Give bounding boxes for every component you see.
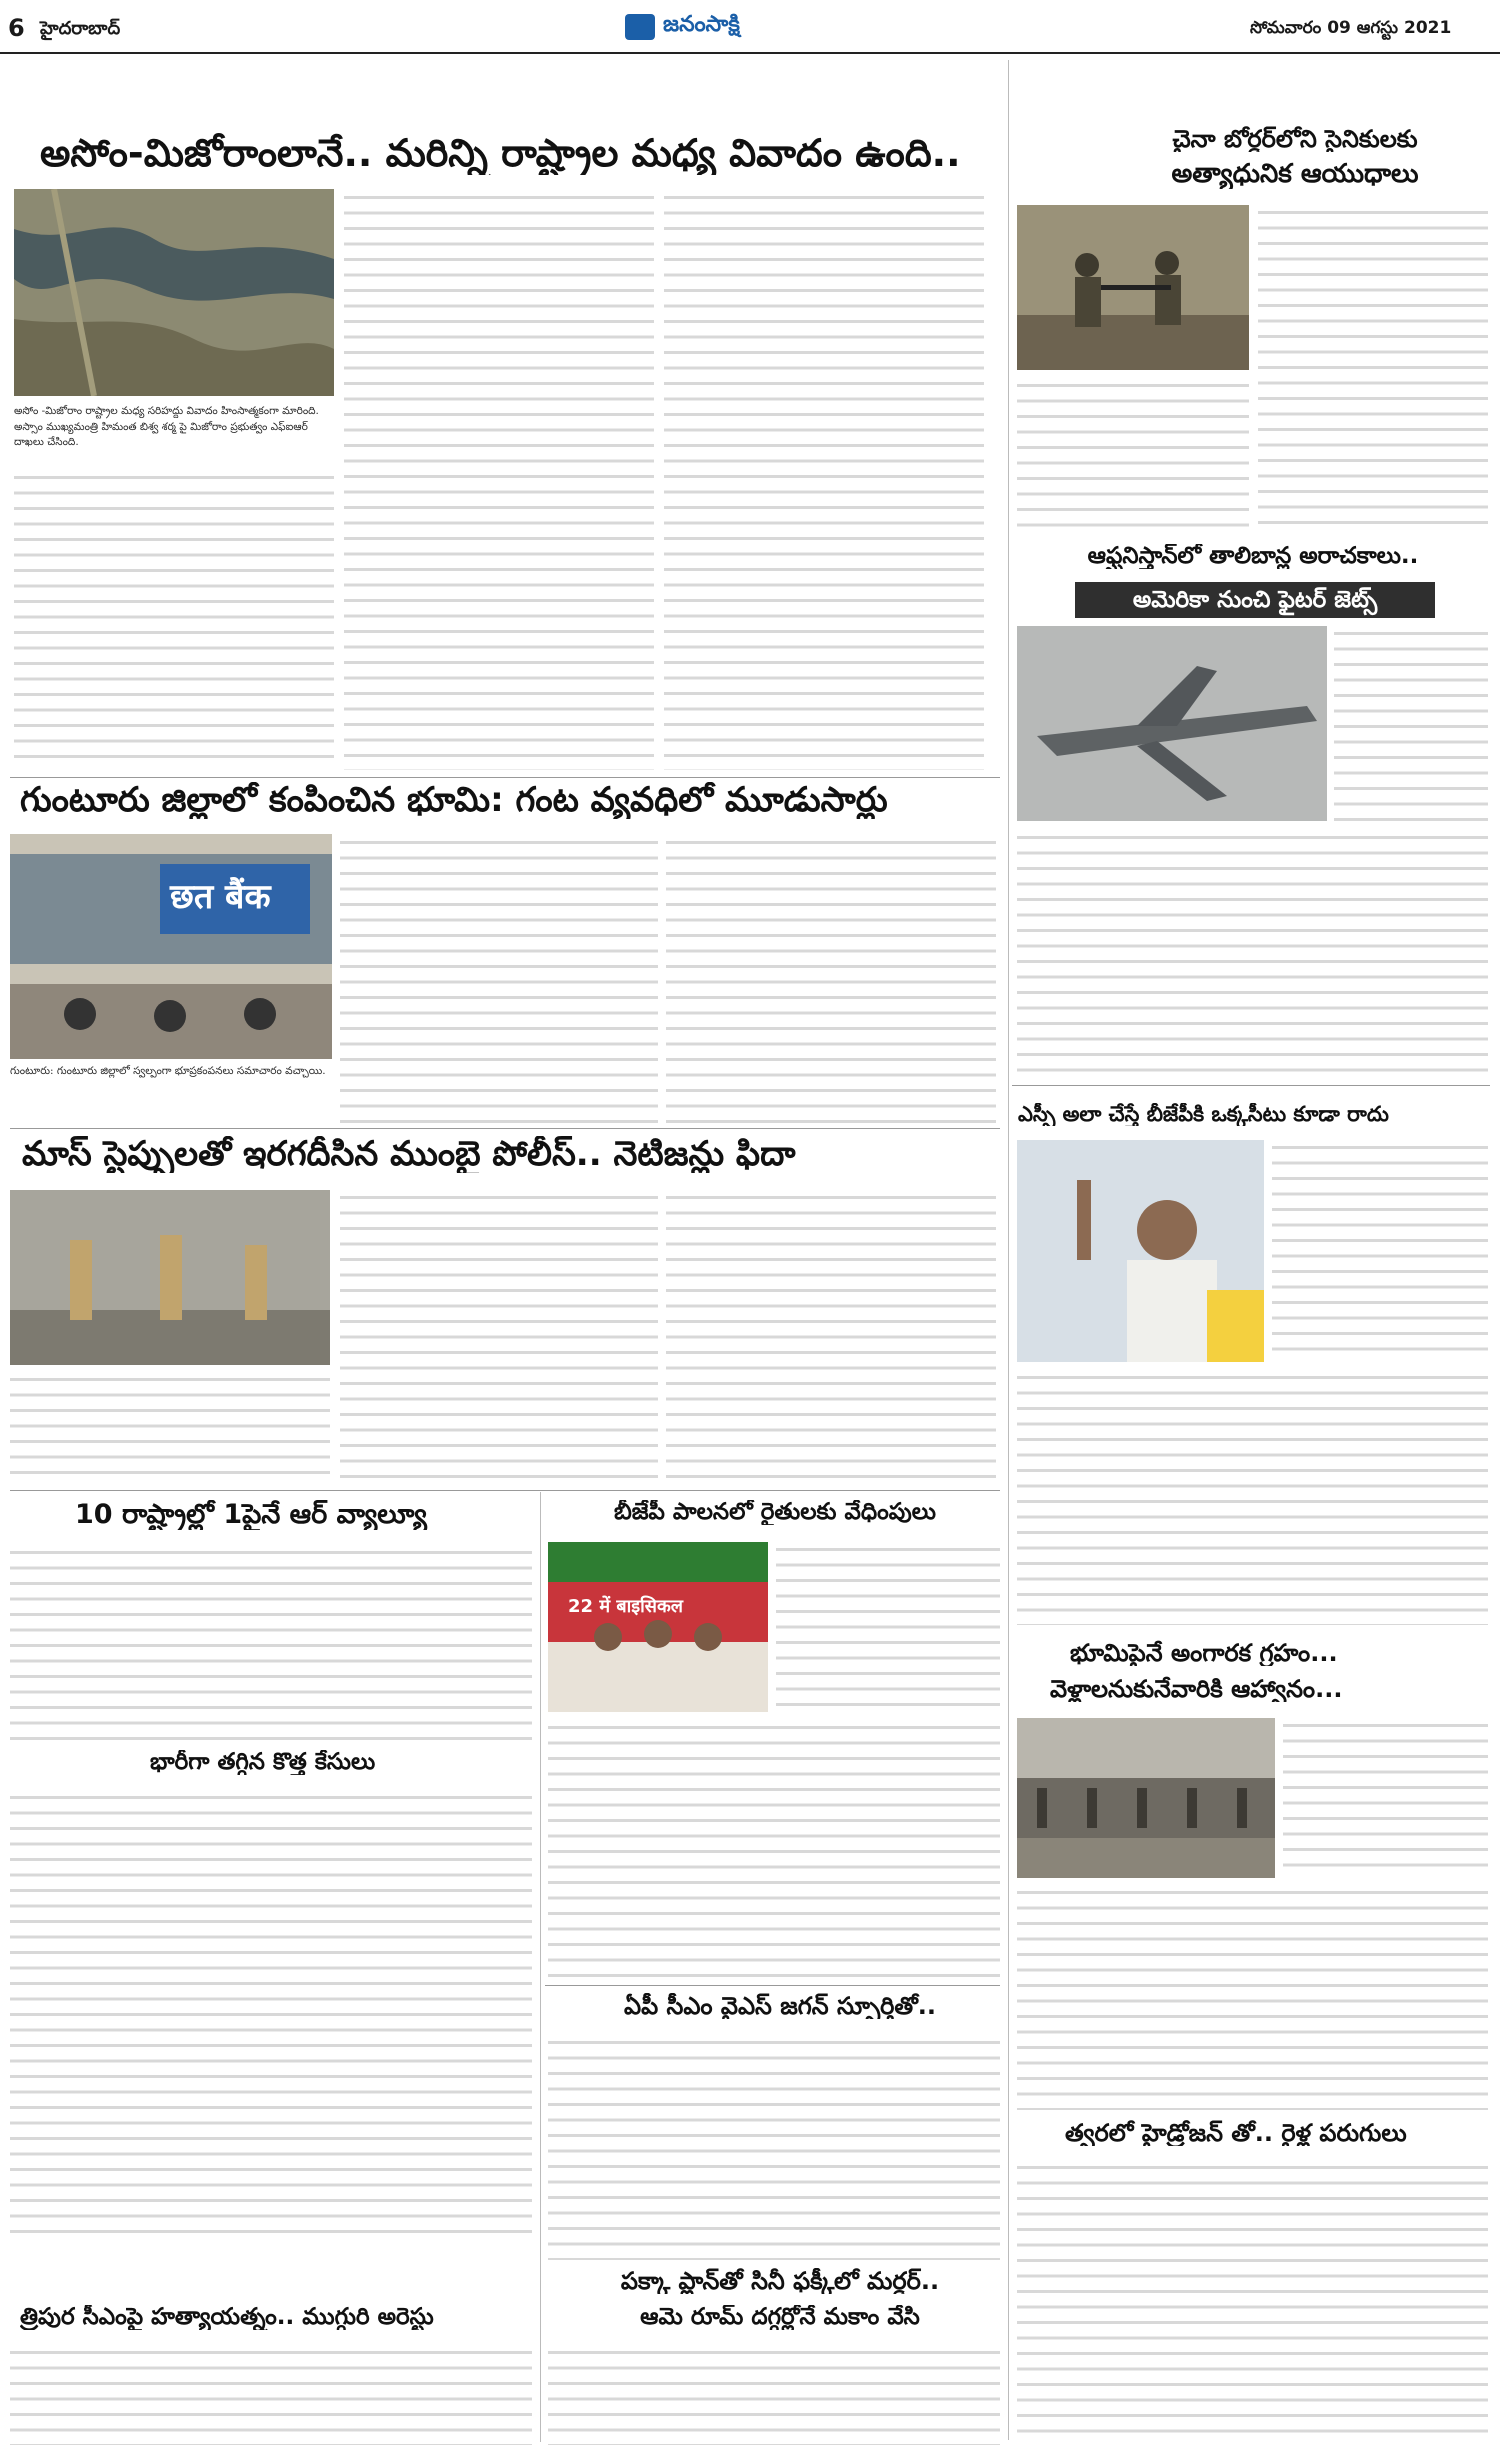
china-soldiers-photo	[1017, 205, 1249, 370]
divider	[10, 1128, 1000, 1129]
mars-headline-1: భూమిపైనే అంగారక గ్రహం...	[1070, 1640, 1338, 1667]
paper-logo	[625, 8, 865, 48]
farmers-body-side	[776, 1542, 1000, 1712]
cases-headline: భారీగా తగ్గిన కొత్త కేసులు	[150, 1750, 376, 1775]
china-body-lower	[1017, 378, 1249, 535]
page-number: 6	[8, 14, 25, 42]
mars-headline-2: వెళ్లాలనుకునేవారికి ఆహ్వానం...	[1050, 1676, 1343, 1703]
farmers-banner-text: 22 में बाइसिकल	[568, 1596, 683, 1617]
assam-body-col3	[664, 190, 984, 770]
r-value-headline: 10 రాష్ట్రాల్లో 1పైనే ఆర్ వ్యాల్యూ	[75, 1500, 427, 1530]
masthead-rule	[0, 52, 1500, 54]
farmers-headline: బీజేపీ పాలనలో రైతులకు వేధింపులు	[614, 1500, 936, 1525]
mumbai-body-col1	[10, 1372, 330, 1482]
cases-body	[10, 1790, 532, 2240]
farmers-body	[548, 1720, 1000, 1980]
bsp-leader-photo	[1017, 1140, 1264, 1362]
hydrogen-body	[1017, 2160, 1488, 2445]
column-divider	[540, 1492, 541, 2442]
masthead	[0, 0, 1500, 60]
divider	[1012, 1085, 1490, 1086]
mumbai-police-photo	[10, 1190, 330, 1365]
tripura-body	[10, 2345, 532, 2445]
china-body	[1258, 205, 1488, 535]
guntur-photo-sign: छत बैंक	[170, 877, 271, 917]
assam-headline: అసోం-మిజోరాంలానే.. మరిన్ని రాష్ట్రాల మధ్య వివాదం ఉంది..	[40, 133, 961, 175]
assam-caption: అసోం -మిజోరాం రాష్ట్రాల మధ్య సరిహద్దు వివాదం హింసాత్మకంగా మారింది. అస్సాం ముఖ్యమంత్రి హిమంత బిశ్వ శర్మ పై మిజోరాం ప్రభుత్వం ఎఫ్ఐఆర్ దాఖలు చేసింది.	[14, 405, 319, 448]
farmers-press-photo	[548, 1542, 768, 1712]
assam-body-col2	[344, 190, 654, 770]
murder-headline-1: పక్కా ప్లాన్‌తో సినీ ఫక్కీలో మర్డర్..	[620, 2268, 940, 2295]
mumbai-body-col3	[666, 1190, 996, 1485]
afghan-body	[1017, 830, 1488, 1075]
mumbai-headline: మాస్ స్టెప్పులతో ఇరగదీసిన ముంబై పోలీస్.. నెటిజన్లు ఫిదా	[22, 1136, 796, 1174]
assam-photo	[14, 189, 334, 396]
afghan-jet-photo	[1017, 626, 1327, 821]
column-divider	[1008, 60, 1009, 2440]
bsp-headline: ఎస్పీ అలా చేస్తే బీజేపీకి ఒక్కసీటు కూడా రాదు	[1018, 1103, 1389, 1126]
afghan-headline-1: ఆఫ్ఘనిస్తాన్‌లో తాలిబాన్ల అరాచకాలు..	[1087, 544, 1419, 569]
murder-headline-2: ఆమె రూమ్ దగ్గర్లోనే మకాం వేసి	[640, 2305, 920, 2330]
guntur-body-col3	[666, 835, 996, 1125]
china-headline-1: చైనా బోర్డర్‌లోని సైనికులకు	[1172, 126, 1418, 153]
guntur-street-photo	[10, 834, 332, 1059]
paper-name: జనంసాక్షి	[663, 12, 740, 37]
city-label: హైదరాబాద్	[40, 18, 121, 39]
guntur-headline: గుంటూరు జిల్లాలో కంపించిన భూమి: గంట వ్యవధిలో మూడుసార్లు	[20, 782, 888, 820]
divider	[10, 1490, 1000, 1491]
jagan-headline: ఏపీ సీఎం వైఎస్ జగన్ స్ఫూర్తితో..	[624, 1993, 936, 2020]
r-value-body	[10, 1545, 532, 1740]
divider	[545, 1985, 1000, 1986]
tripura-headline: త్రిపుర సీఎంపై హత్యాయత్నం.. ముగ్గురి అరెస్టు	[20, 2305, 434, 2330]
jagan-body	[548, 2035, 1000, 2260]
divider	[10, 777, 1000, 778]
mumbai-body-col2	[340, 1190, 658, 1485]
mars-body	[1017, 1885, 1488, 2110]
afghan-body-side	[1334, 626, 1488, 821]
mars-body-side	[1283, 1718, 1488, 1878]
afghan-headline-2: అమెరికా నుంచి ఫైటర్ జెట్స్	[1075, 582, 1435, 618]
guntur-body-col2	[340, 835, 658, 1125]
assam-body-col1	[14, 470, 334, 770]
logo-icon	[625, 14, 655, 40]
china-headline-2: అత్యాధునిక ఆయుధాలు	[1171, 160, 1419, 189]
bsp-body-side	[1272, 1140, 1488, 1362]
issue-date: సోమవారం 09 ఆగస్టు 2021	[1250, 18, 1452, 38]
hydrogen-headline: త్వరలో హైడ్రోజన్ తో.. రైళ్ల పరుగులు	[1065, 2120, 1407, 2147]
guntur-caption: గుంటూరు: గుంటూరు జిల్లాలో స్వల్పంగా భూప్రకంపనలు సమాచారం వచ్చాయి.	[10, 1065, 326, 1077]
mars-landscape-photo	[1017, 1718, 1275, 1878]
bsp-body	[1017, 1370, 1488, 1625]
murder-body	[548, 2345, 1000, 2445]
